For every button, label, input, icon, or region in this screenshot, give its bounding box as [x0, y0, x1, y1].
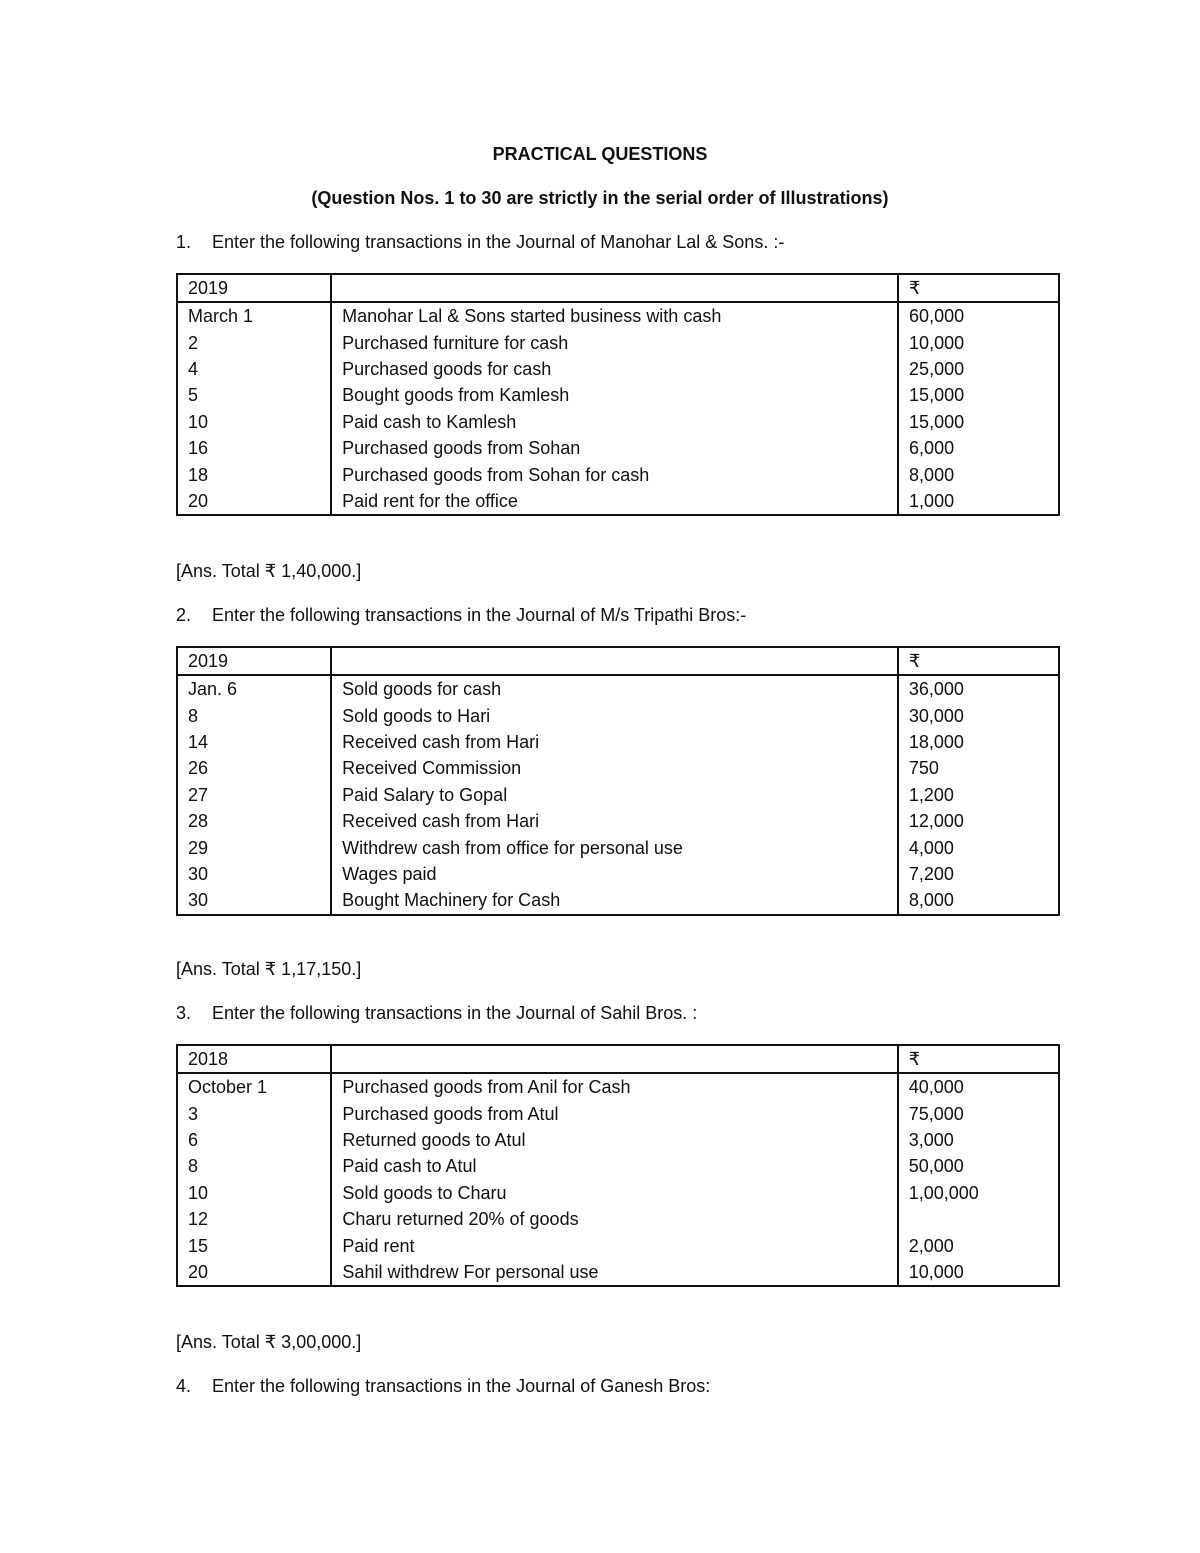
particulars-cell: Sold goods to Hari [331, 702, 898, 728]
answer-2: [Ans. Total ₹ 1,17,150.] [176, 959, 362, 979]
question-text: Enter the following transactions in the Journal of Sahil Bros. : [212, 1003, 698, 1023]
question-4 [176, 1376, 710, 1397]
particulars-cell: Purchased goods for cash [331, 356, 898, 382]
amount-cell: 750 [908, 758, 939, 779]
question-number: 4. [176, 1376, 192, 1396]
table-row [177, 834, 1059, 860]
table-row [177, 329, 1059, 355]
question-text: Enter the following transactions in the Journal of M/s Tripathi Bros:- [212, 605, 747, 625]
table-header-row [177, 274, 1059, 302]
year-cell: 2019 [177, 647, 331, 675]
date-cell: 16 [177, 435, 331, 461]
table-row [177, 782, 1059, 808]
date-cell: March 1 [177, 302, 331, 329]
amount-cell: 10,000 [909, 332, 965, 353]
table-row [177, 302, 1059, 329]
date-cell: 12 [177, 1206, 331, 1232]
particulars-cell: Bought Machinery for Cash [331, 887, 898, 914]
particulars-cell: Received Commission [331, 755, 898, 781]
answer-3: [Ans. Total ₹ 3,00,000.] [176, 1332, 362, 1352]
table-row [177, 1232, 1059, 1258]
amount-cell: 60,000 [909, 306, 965, 327]
table-row [177, 435, 1059, 461]
date-cell: 4 [177, 356, 331, 382]
amount-cell: 30,000 [908, 705, 964, 726]
date-cell: October 1 [177, 1073, 331, 1100]
table-row [177, 382, 1059, 408]
table-row [177, 887, 1059, 914]
answer-1: [Ans. Total ₹ 1,40,000.] [176, 561, 362, 581]
date-cell: 20 [177, 1259, 331, 1286]
date-cell: Jan. 6 [177, 675, 331, 702]
question-text: Enter the following transactions in the Journal of Ganesh Bros: [212, 1376, 711, 1396]
table-header-row [177, 1045, 1059, 1073]
amount-cell: 12,000 [908, 811, 964, 832]
table-row [177, 675, 1059, 702]
date-cell: 14 [177, 729, 331, 755]
year-cell: 2018 [177, 1045, 331, 1073]
answer-text: Ans. Total ₹ 1,40,000. [181, 561, 357, 581]
table-row [177, 356, 1059, 382]
question-2 [176, 605, 746, 626]
amount-cell: 6,000 [909, 438, 955, 459]
amount-cell: 25,000 [909, 358, 965, 379]
date-cell: 29 [177, 834, 331, 860]
date-cell: 2 [177, 329, 331, 355]
particulars-cell: Received cash from Hari [331, 729, 898, 755]
particulars-header-cell [331, 647, 898, 675]
date-cell: 26 [177, 755, 331, 781]
table-row [177, 1153, 1059, 1179]
amount-cell [898, 1206, 1059, 1232]
particulars-cell: Sahil withdrew For personal use [331, 1259, 897, 1286]
date-cell: 6 [177, 1127, 331, 1153]
question-text: Enter the following transactions in the Journal of Manohar Lal & Sons. :- [212, 232, 785, 252]
particulars-cell: Purchased goods from Anil for Cash [331, 1073, 897, 1100]
date-cell: 8 [177, 702, 331, 728]
date-cell: 8 [177, 1153, 331, 1179]
amount-cell: 4,000 [908, 837, 954, 858]
amount-cell: 1,200 [908, 784, 954, 805]
table-row [177, 461, 1059, 487]
year-cell: 2019 [177, 274, 331, 302]
particulars-header-cell [331, 274, 898, 302]
particulars-cell: Sold goods to Charu [331, 1180, 897, 1206]
table-row [177, 1073, 1059, 1100]
date-cell: 28 [177, 808, 331, 834]
currency-cell: ₹ [898, 1045, 1059, 1073]
amount-cell: 8,000 [908, 890, 954, 911]
date-cell: 27 [177, 782, 331, 808]
table-row [177, 1180, 1059, 1206]
particulars-cell: Paid rent [331, 1232, 897, 1258]
amount-cell: 40,000 [908, 1077, 964, 1098]
amount-cell: 50,000 [908, 1156, 964, 1177]
table-row [177, 1127, 1059, 1153]
particulars-cell: Returned goods to Atul [331, 1127, 897, 1153]
answer-text: Ans. Total ₹ 1,17,150. [181, 959, 357, 979]
table-header-row [177, 647, 1059, 675]
question-3 [176, 1003, 697, 1024]
date-cell: 3 [177, 1100, 331, 1126]
particulars-cell: Bought goods from Kamlesh [331, 382, 898, 408]
page-title: PRACTICAL QUESTIONS [492, 144, 708, 164]
table-row [177, 488, 1059, 515]
particulars-cell: Purchased goods from Sohan [331, 435, 898, 461]
particulars-cell: Purchased furniture for cash [331, 329, 898, 355]
journal-table-3 [176, 1044, 1060, 1287]
amount-cell: 75,000 [908, 1103, 964, 1124]
amount-cell: 15,000 [909, 385, 965, 406]
date-cell: 30 [177, 887, 331, 914]
table-row [177, 729, 1059, 755]
particulars-cell: Paid rent for the office [331, 488, 898, 515]
amount-cell: 7,200 [908, 863, 954, 884]
answer-text: Ans. Total ₹ 3,00,000. [181, 1332, 357, 1352]
table-row [177, 861, 1059, 887]
amount-cell: 2,000 [908, 1235, 954, 1256]
amount-cell: 15,000 [909, 411, 965, 432]
particulars-cell: Purchased goods from Sohan for cash [331, 461, 898, 487]
table-row [177, 1100, 1059, 1126]
date-cell: 10 [177, 409, 331, 435]
date-cell: 20 [177, 488, 331, 515]
question-number: 2. [176, 605, 192, 625]
particulars-cell: Sold goods for cash [331, 675, 898, 702]
particulars-cell: Received cash from Hari [331, 808, 898, 834]
amount-cell: 1,00,000 [908, 1182, 979, 1203]
question-number: 1. [176, 232, 192, 252]
particulars-cell: Charu returned 20% of goods [331, 1206, 897, 1232]
amount-cell: 8,000 [909, 464, 955, 485]
table-row [177, 808, 1059, 834]
date-cell: 5 [177, 382, 331, 408]
amount-cell: 3,000 [908, 1129, 954, 1150]
date-cell: 15 [177, 1232, 331, 1258]
particulars-cell: Manohar Lal & Sons started business with cash [331, 302, 898, 329]
amount-cell: 10,000 [908, 1261, 964, 1282]
particulars-cell: Withdrew cash from office for personal use [331, 834, 898, 860]
date-cell: 18 [177, 461, 331, 487]
particulars-cell: Paid cash to Atul [331, 1153, 897, 1179]
table-row [177, 1206, 1059, 1232]
table-row [177, 755, 1059, 781]
question-1 [176, 232, 784, 253]
particulars-cell: Paid cash to Kamlesh [331, 409, 898, 435]
date-cell: 10 [177, 1180, 331, 1206]
particulars-cell: Purchased goods from Atul [331, 1100, 897, 1126]
table-row [177, 409, 1059, 435]
particulars-cell: Wages paid [331, 861, 898, 887]
journal-table-1 [176, 273, 1060, 516]
page-subtitle: (Question Nos. 1 to 30 are strictly in the serial order of Illustrations) [311, 188, 889, 208]
particulars-cell: Paid Salary to Gopal [331, 782, 898, 808]
amount-cell: 18,000 [908, 731, 964, 752]
table-row [177, 1259, 1059, 1286]
currency-cell: ₹ [898, 274, 1059, 302]
particulars-header-cell [331, 1045, 897, 1073]
question-number: 3. [176, 1003, 192, 1023]
amount-cell: 1,000 [909, 490, 955, 511]
amount-cell: 36,000 [908, 679, 964, 700]
journal-table-2 [176, 646, 1060, 916]
table-row [177, 702, 1059, 728]
date-cell: 30 [177, 861, 331, 887]
currency-cell: ₹ [898, 647, 1059, 675]
